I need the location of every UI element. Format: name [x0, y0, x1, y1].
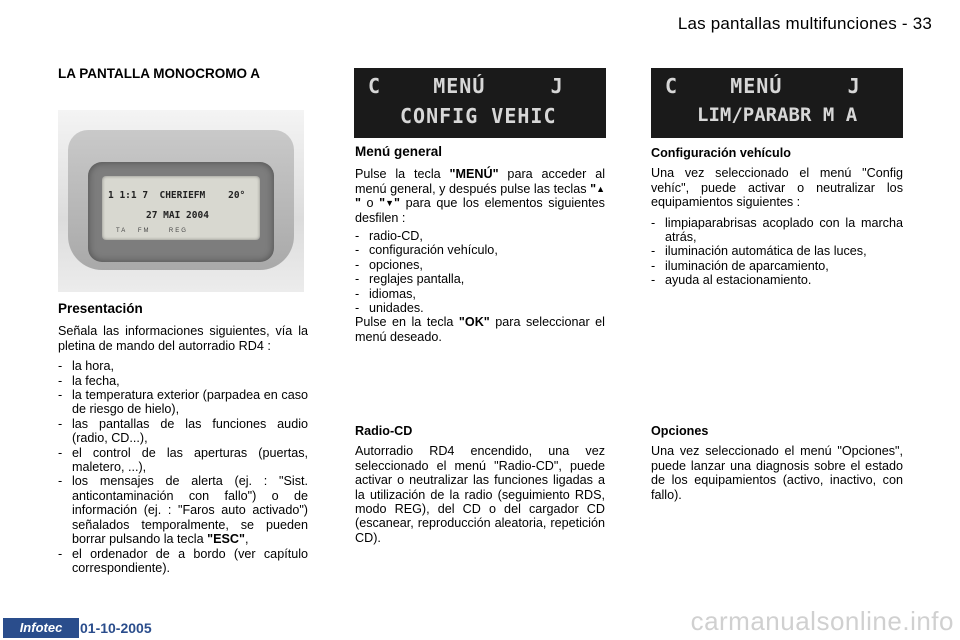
watermark: carmanualsonline.info — [690, 606, 954, 636]
infotec-logo: Infotec — [3, 618, 79, 638]
opciones-section — [651, 424, 903, 508]
text-run: o — [360, 196, 380, 211]
list-item: - la temperatura exterior (parpadea en caso de riesgo de hielo), — [58, 388, 308, 417]
menu-general-list — [355, 229, 605, 315]
presentacion-intro: Señala las informaciones siguientes, vía la pletina de mando del autorradio RD4 : — [58, 324, 308, 353]
text-run: para seleccionar el menú deseado. — [355, 315, 605, 344]
menu-general-p2 — [355, 315, 605, 344]
menu-general-heading: Menú general — [355, 144, 443, 159]
list-item: - limpiaparabrisas acoplado con la marcha atrás, — [651, 216, 903, 245]
list-item-alerts — [58, 474, 308, 546]
lcd-menu-config — [354, 68, 606, 138]
list-item: - las pantallas de las funciones audio (radio, CD...), — [58, 417, 308, 446]
lcd-menu-lim — [651, 68, 903, 138]
lcd-menu-line: C MENÚ J — [665, 74, 861, 98]
presentacion-list — [58, 359, 308, 575]
text-run: Pulse la tecla — [355, 167, 450, 182]
radio-cd-section — [355, 424, 605, 551]
list-item: - iluminación de aparcamiento, — [651, 259, 903, 273]
arrow-up-icon: ▲ — [596, 183, 605, 194]
quote: " — [394, 196, 401, 211]
display-line-1: 1 1:1 7 CHERIEFM 20° — [108, 190, 246, 201]
menu-general-section — [355, 145, 605, 350]
footer-date: 01-10-2005 — [80, 620, 152, 636]
quote: " — [355, 196, 361, 211]
page-header: Las pantallas multifunciones - 33 — [677, 14, 932, 33]
list-item: - radio-CD, — [355, 229, 605, 243]
quote: " — [379, 196, 386, 211]
quote: " — [590, 181, 597, 196]
list-item: - opciones, — [355, 258, 605, 272]
list-item: - el control de las aperturas (puertas, maletero, ...), — [58, 446, 308, 475]
arrow-down-icon: ▼ — [385, 198, 395, 209]
menu-key: "MENÚ" — [449, 167, 499, 182]
config-vehiculo-section — [651, 146, 903, 288]
ok-key: "OK" — [458, 315, 490, 330]
presentacion-section — [58, 302, 308, 575]
display-line-2: 27 MAI 2004 — [146, 210, 209, 221]
lcd-lim-line: LIM/PARABR M A — [697, 104, 858, 126]
esc-key: "ESC" — [207, 532, 245, 547]
list-item: - ayuda al estacionamiento. — [651, 273, 903, 287]
list-item: - reglajes pantalla, — [355, 272, 605, 286]
lcd-config-line: CONFIG VEHIC — [400, 104, 557, 128]
radio-cd-text: Autorradio RD4 encendido, una vez seleccionado el menú "Radio-CD", puede activar o neutralizar las funciones ligadas a la utilización de la radio (seguimiento RDS, modo REG), del CD o del cargador CD (escanear, reproducción aleatoria, repetición CD). — [355, 444, 605, 545]
list-item: - iluminación automática de las luces, — [651, 244, 903, 258]
radio-cd-heading: Radio-CD — [355, 424, 413, 438]
menu-general-p1 — [355, 167, 605, 225]
text-run: para que los elementos siguientes desfilen : — [355, 196, 605, 225]
config-vehiculo-text: Una vez seleccionado el menú "Config vehíc", puede activar o neutralizar los equipamientos siguientes : — [651, 166, 903, 210]
section-title: LA PANTALLA MONOCROMO A — [58, 66, 260, 81]
list-item: - la fecha, — [58, 374, 308, 388]
opciones-heading: Opciones — [651, 424, 709, 438]
lcd-menu-line: C MENÚ J — [368, 74, 564, 98]
display-photo — [58, 110, 304, 292]
list-item: - idiomas, — [355, 287, 605, 301]
list-item: - configuración vehículo, — [355, 243, 605, 257]
opciones-text: Una vez seleccionado el menú "Opciones", puede lanzar una diagnosis sobre el estado de los equipamientos (activo, inactivo, con fallo). — [651, 444, 903, 502]
config-vehiculo-heading: Configuración vehículo — [651, 146, 791, 160]
alert-end: , — [244, 532, 249, 547]
text-run: para acceder al menú general, y después pulse las teclas — [355, 167, 605, 196]
presentacion-heading: Presentación — [58, 301, 143, 316]
list-item: - unidades. — [355, 301, 605, 315]
list-item: - el ordenador de a bordo (ver capítulo correspondiente). — [58, 547, 308, 576]
text-run: Pulse en la tecla — [355, 315, 459, 330]
display-line-3: TA FM REG — [116, 228, 188, 234]
key-down — [379, 196, 400, 210]
alert-text: los mensajes de alerta (ej. : "Sist. anticontaminación con fallo") o de información (ej. : "Faros auto activado") señalados temporalmente, se pueden borrar pulsando la tecla — [72, 474, 308, 547]
config-vehiculo-list — [651, 216, 903, 288]
list-item: - la hora, — [58, 359, 308, 373]
